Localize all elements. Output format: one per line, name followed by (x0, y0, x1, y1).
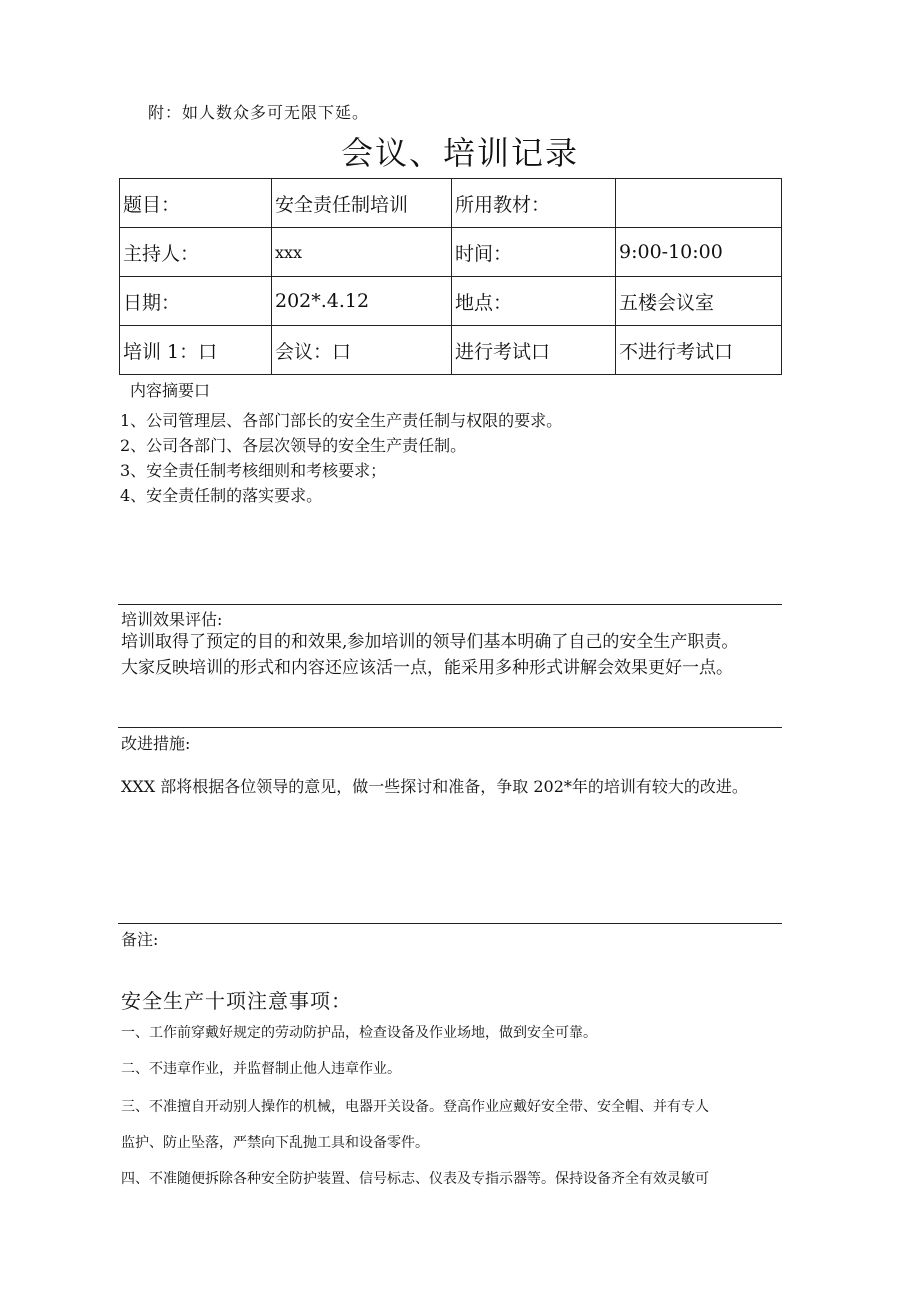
table-row (120, 277, 782, 326)
safety-item: 二、不违章作业，并监督制止他人违章作业。 (121, 1061, 401, 1077)
safety-item: 三、不准擅自开动别人操作的机械，电器开关设备。登高作业应戴好安全带、安全帽、并有专人 (121, 1099, 709, 1115)
divider (118, 727, 782, 728)
remarks-label: 备注: (121, 930, 159, 949)
host-value: xxx (272, 228, 452, 277)
list-item: 2、公司各部门、各层次领导的安全生产责任制。 (120, 436, 467, 455)
date-label: 日期： (120, 277, 272, 326)
safety-title: 安全生产十项注意事项： (121, 989, 352, 1013)
evaluation-label: 培训效果评估: (121, 610, 223, 629)
date-value: 202*.4.12 (272, 277, 452, 326)
safety-item: 四、不准随便拆除各种安全防护装置、信号标志、仪表及专指示器等。保持设备齐全有效灵敏可 (121, 1171, 709, 1187)
summary-header: 内容摘要口 (130, 381, 211, 400)
list-item: 4、安全责任制的落实要求。 (120, 486, 323, 505)
safety-item: 一、工作前穿戴好规定的劳动防护品，检查设备及作业场地，做到安全可靠。 (121, 1025, 597, 1041)
table-row (120, 179, 782, 228)
list-item: 3、安全责任制考核细则和考核要求； (120, 461, 387, 480)
divider (118, 923, 782, 924)
no-exam-checkbox: 不进行考试口 (616, 326, 782, 375)
topic-label: 题目： (120, 179, 272, 228)
evaluation-line: 培训取得了预定的目的和效果,参加培训的领导们基本明确了自己的安全生产职责。 (121, 632, 739, 652)
location-value: 五楼会议室 (616, 277, 782, 326)
meeting-checkbox: 会议：口 (272, 326, 452, 375)
list-item: 1、公司管理层、各部门部长的安全生产责任制与权限的要求。 (120, 411, 563, 430)
page-title: 会议、培训记录 (340, 134, 579, 172)
footnote: 附：如人数众多可无限下延。 (148, 103, 370, 122)
training-checkbox: 培训 1：口 (120, 326, 272, 375)
divider (118, 604, 782, 605)
time-value: 9:00-10:00 (616, 228, 782, 277)
improvement-label: 改进措施: (121, 734, 191, 753)
location-label: 地点： (452, 277, 616, 326)
topic-value: 安全责任制培训 (272, 179, 452, 228)
material-value (616, 179, 782, 228)
time-label: 时间： (452, 228, 616, 277)
exam-checkbox: 进行考试口 (452, 326, 616, 375)
safety-item: 监护、防止坠落，严禁向下乱抛工具和设备零件。 (121, 1135, 429, 1151)
summary-list (120, 408, 562, 508)
evaluation-line: 大家反映培训的形式和内容还应该活一点，能采用多种形式讲解会效果更好一点。 (121, 658, 733, 678)
material-label: 所用教材： (452, 179, 616, 228)
table-row (120, 326, 782, 375)
table-row (120, 228, 782, 277)
improvement-text: XXX 部将根据各位领导的意见，做一些探讨和准备，争取 202*年的培训有较大的改进。 (121, 777, 748, 796)
record-table (119, 178, 782, 375)
evaluation-text (121, 629, 801, 681)
host-label: 主持人： (120, 228, 272, 277)
